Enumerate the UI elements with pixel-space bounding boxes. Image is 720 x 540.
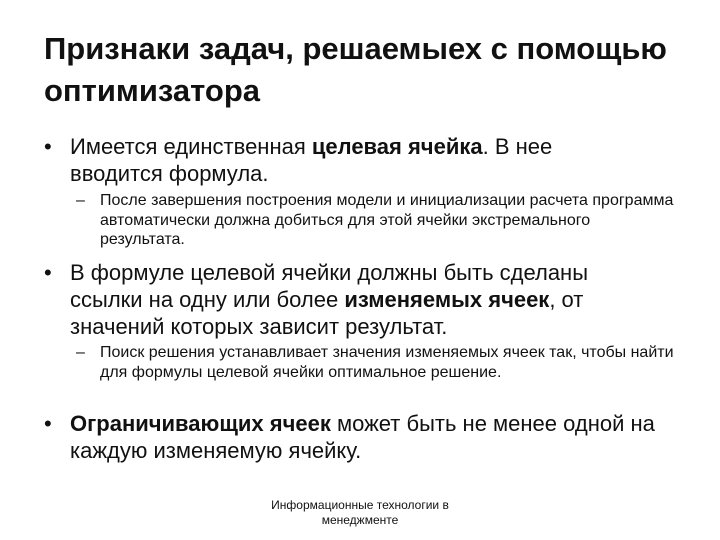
bullet-text-part: . В нее вводится формула. xyxy=(70,134,553,186)
bullet-text xyxy=(70,133,624,187)
bullet-text-bold: целевая ячейка xyxy=(311,134,483,159)
slide-footer: Информационные технологии в менеджменте xyxy=(271,498,449,527)
bullet-item xyxy=(44,133,624,187)
bullet-text-part: , от значений которых зависит результат. xyxy=(70,287,584,339)
sub-bullet-text: Поиск решения устанавливает значения изменяемых ячеек так, чтобы найти для формулы целевой ячейки оптимальное решение. xyxy=(100,344,674,381)
bullet-item xyxy=(44,259,664,340)
bullet-text-bold: изменяемых ячеек xyxy=(344,287,550,312)
bullet-mark: • xyxy=(44,134,52,159)
slide-title: Признаки задач, решаемыех с помощью оптимизатора xyxy=(44,31,667,108)
bullet-mark: • xyxy=(44,411,52,436)
sub-bullet-text: После завершения построения модели и инициализации расчета программа автоматически должна добиться для этой ячейки экстремального результата. xyxy=(100,192,674,248)
bullet-text-part: Имеется единственная xyxy=(70,134,312,159)
bullet-text xyxy=(70,410,694,464)
sub-bullet-mark: – xyxy=(76,192,85,209)
bullet-text-part: может быть не менее одной на каждую изменяемую ячейку. xyxy=(70,411,655,463)
bullet-mark: • xyxy=(44,260,52,285)
sub-bullet-item xyxy=(76,191,676,250)
bullet-text xyxy=(70,259,664,340)
bullet-text-bold: Ограничивающих ячеек xyxy=(70,411,331,436)
bullet-text-part: В формуле целевой ячейки должны быть сделаны ссылки на одну или более xyxy=(70,260,589,312)
sub-bullet-item xyxy=(76,343,686,382)
sub-bullet-mark: – xyxy=(76,344,85,361)
bullet-item xyxy=(44,410,694,464)
